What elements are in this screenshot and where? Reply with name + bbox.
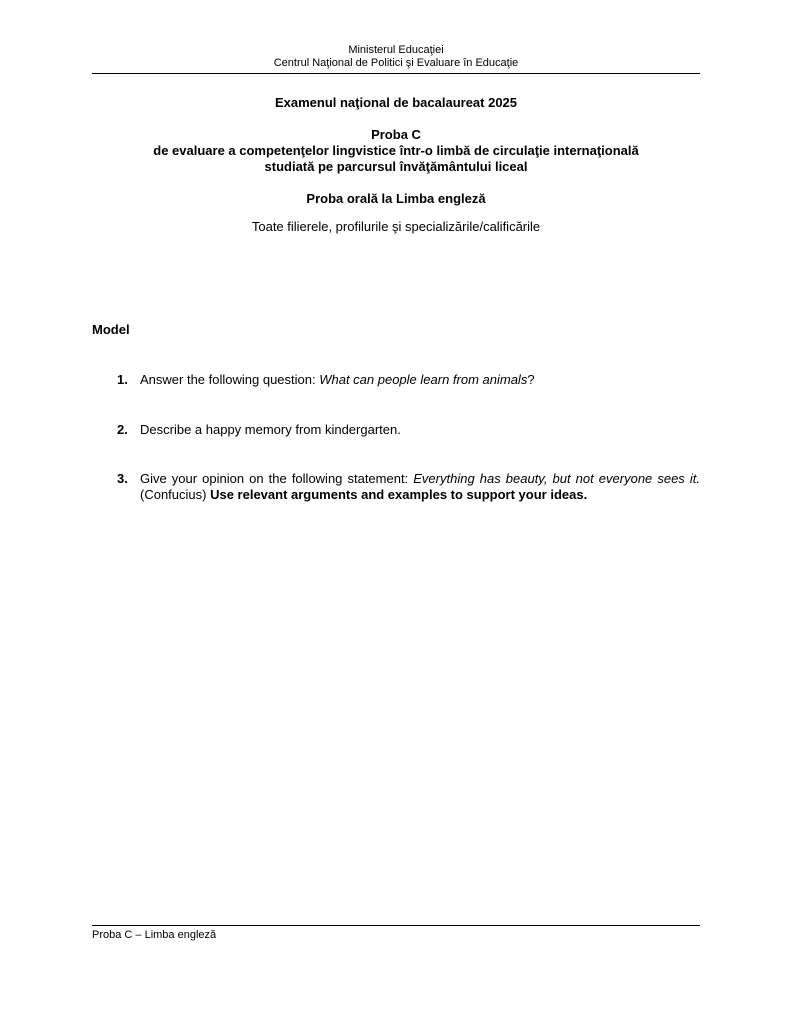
- page-header: [92, 44, 700, 70]
- proba-subtitle-1: de evaluare a competenţelor lingvistice într-o limbă de circulaţie internaţională: [153, 143, 639, 158]
- question-number: 2.: [117, 422, 128, 437]
- question-text: Answer the following question: What can people learn from animals?: [140, 372, 535, 387]
- footer-divider: [92, 925, 700, 926]
- filiere-text: Toate filierele, profilurile şi specializările/calificările: [251, 219, 541, 234]
- question-number: 1.: [117, 372, 128, 387]
- header-ministry: Ministerul Educaţiei: [348, 44, 444, 56]
- question-2: [117, 422, 700, 438]
- page-footer: Proba C – Limba engleză: [92, 929, 217, 941]
- proba-subtitle-2: studiată pe parcursul învăţământului liceal: [264, 159, 528, 174]
- question-text: Describe a happy memory from kindergarten.: [140, 422, 401, 437]
- model-label: Model: [92, 322, 130, 337]
- header-center: Centrul Naţional de Politici şi Evaluare în Educaţie: [273, 57, 519, 69]
- proba-title: Proba C: [371, 127, 421, 142]
- question-text: Give your opinion on the following statement: Everything has beauty, but not everyone sees it. (Confucius) Use relevant arguments and examples to support your ideas.: [140, 471, 700, 502]
- exam-title: Examenul naţional de bacalaureat 2025: [274, 95, 518, 110]
- question-number: 3.: [117, 471, 128, 486]
- question-3: [117, 471, 700, 503]
- oral-title: Proba orală la Limba engleză: [306, 191, 486, 206]
- header-divider: [92, 73, 700, 74]
- question-1: [117, 372, 700, 388]
- title-block: [92, 95, 700, 235]
